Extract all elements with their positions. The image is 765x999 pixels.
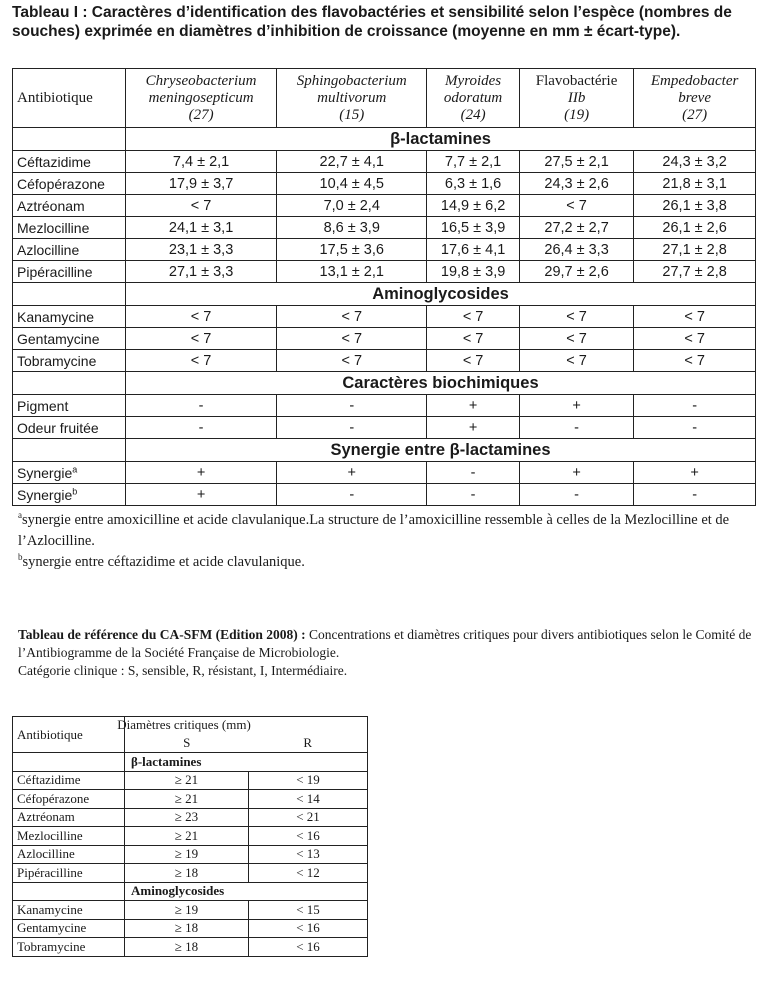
reference-antibiotic-name: Pipéracilline <box>13 864 125 883</box>
value-cell: 27,1 ± 2,8 <box>634 239 756 261</box>
antibiotic-name-text: Mezlocilline <box>17 219 90 236</box>
value-cell: 21,8 ± 3,1 <box>634 173 756 195</box>
species-5-count: (27) <box>682 106 708 123</box>
value-cell: 24,3 ± 2,6 <box>519 173 633 195</box>
value-cell: 26,1 ± 3,8 <box>634 195 756 217</box>
reference-r-value: < 14 <box>249 790 368 809</box>
value-cell: 8,6 ± 3,9 <box>277 217 427 239</box>
value-cell: < 7 <box>427 350 520 372</box>
value-cell: < 7 <box>519 306 633 328</box>
species-4-line2: IIb <box>567 89 586 106</box>
value-cell: < 7 <box>634 328 756 350</box>
antibiotic-name <box>13 217 126 239</box>
header-species-3 <box>427 69 520 128</box>
value-cell: 7,4 ± 2,1 <box>126 151 277 173</box>
value-cell: 27,5 ± 2,1 <box>519 151 633 173</box>
reference-section-row <box>13 882 368 901</box>
value-cell: - <box>519 417 633 439</box>
table-row <box>13 195 756 217</box>
reference-r-value: < 15 <box>249 901 368 920</box>
header-species-1 <box>126 69 277 128</box>
antibiotic-name <box>13 417 126 439</box>
header-species-5 <box>634 69 756 128</box>
antibiotic-name <box>13 484 126 506</box>
value-cell: < 7 <box>277 328 427 350</box>
reference-table-body <box>13 717 368 957</box>
footnote-b-mark: b <box>18 552 23 563</box>
value-cell: 24,1 ± 3,1 <box>126 217 277 239</box>
value-cell: 17,6 ± 4,1 <box>427 239 520 261</box>
reference-row <box>13 808 368 827</box>
value-cell: < 7 <box>634 350 756 372</box>
value-cell: < 7 <box>277 306 427 328</box>
value-cell: 26,1 ± 2,6 <box>634 217 756 239</box>
species-4-count: (19) <box>564 106 590 123</box>
footnote-a-mark: a <box>18 510 22 521</box>
species-2-line1: Sphingobacterium <box>296 72 407 89</box>
reference-s-value: ≥ 23 <box>125 808 249 827</box>
section-blank-cell <box>13 128 126 151</box>
species-1-line2: meningosepticum <box>148 89 254 106</box>
value-cell: 13,1 ± 2,1 <box>277 261 427 283</box>
header-species-4 <box>519 69 633 128</box>
reference-header-s: S <box>125 735 249 753</box>
antibiotic-name <box>13 173 126 195</box>
antibiotic-name-text: Céftazidime <box>17 153 91 170</box>
section-row <box>13 439 756 462</box>
value-cell: 26,4 ± 3,3 <box>519 239 633 261</box>
value-cell: 27,7 ± 2,8 <box>634 261 756 283</box>
species-1-count: (27) <box>188 106 214 123</box>
reference-r-value: < 16 <box>249 827 368 846</box>
value-cell: - <box>277 417 427 439</box>
value-cell: 22,7 ± 4,1 <box>277 151 427 173</box>
value-cell: - <box>277 484 427 506</box>
antibiotic-name <box>13 261 126 283</box>
value-cell: < 7 <box>427 306 520 328</box>
section-title: Synergie entre β-lactamines <box>126 439 756 462</box>
reference-s-value: ≥ 21 <box>125 771 249 790</box>
reference-s-value: ≥ 21 <box>125 790 249 809</box>
reference-antibiotic-name: Kanamycine <box>13 901 125 920</box>
species-4-line1: Flavobactérie <box>535 72 618 89</box>
value-cell: - <box>126 417 277 439</box>
footnote-b-text: synergie entre céftazidime et acide clavulanique. <box>22 554 305 570</box>
value-cell: 17,9 ± 3,7 <box>126 173 277 195</box>
table1-caption: Tableau I : Caractères d’identification des flavobactéries et sensibilité selon l’espèce (nombres de souches) exprimée en diamètres d’inhibition de croissance (moyenne en mm ± écart-type). <box>12 4 732 40</box>
value-cell: + <box>277 462 427 484</box>
value-cell: < 7 <box>634 306 756 328</box>
section-row <box>13 128 756 151</box>
reference-antibiotic-name: Céfopérazone <box>13 790 125 809</box>
reference-r-value: < 16 <box>249 919 368 938</box>
reference-header-antibiotique: Antibiotique <box>13 717 125 753</box>
antibiotic-name <box>13 350 126 372</box>
table-row <box>13 484 756 506</box>
reference-table <box>12 716 368 957</box>
value-cell: + <box>126 484 277 506</box>
table-row <box>13 173 756 195</box>
value-cell: - <box>634 484 756 506</box>
reference-row <box>13 845 368 864</box>
reference-row <box>13 901 368 920</box>
footnote-a <box>18 510 758 552</box>
reference-r-value: < 16 <box>249 938 368 957</box>
section-title: Caractères biochimiques <box>126 372 756 395</box>
table-row <box>13 217 756 239</box>
value-cell: < 7 <box>519 350 633 372</box>
header-species-2 <box>277 69 427 128</box>
section-row <box>13 283 756 306</box>
value-cell: < 7 <box>519 195 633 217</box>
antibiotic-name-text: Gentamycine <box>17 330 100 347</box>
section-title: β-lactamines <box>126 128 756 151</box>
value-cell: < 7 <box>277 350 427 372</box>
table-row <box>13 239 756 261</box>
identification-table-body <box>13 69 756 506</box>
reference-r-value: < 21 <box>249 808 368 827</box>
reference-row <box>13 827 368 846</box>
antibiotic-name-text: Céfopérazone <box>17 175 105 192</box>
reference-antibiotic-name: Tobramycine <box>13 938 125 957</box>
table-row <box>13 417 756 439</box>
reference-antibiotic-name: Gentamycine <box>13 919 125 938</box>
reference-s-value: ≥ 19 <box>125 901 249 920</box>
value-cell: 29,7 ± 2,6 <box>519 261 633 283</box>
section-blank-cell <box>13 372 126 395</box>
value-cell: - <box>277 395 427 417</box>
value-cell: + <box>519 395 633 417</box>
reference-row <box>13 864 368 883</box>
antibiotic-name-text: Kanamycine <box>17 308 95 325</box>
value-cell: 27,1 ± 3,3 <box>126 261 277 283</box>
value-cell: 16,5 ± 3,9 <box>427 217 520 239</box>
reference-caption-text: Concentrations et diamètres critiques pour divers antibiotiques selon le Comité de l’Antibiogramme de la Société Française de Microbiologie. <box>18 627 752 660</box>
section-blank-cell <box>13 439 126 462</box>
reference-antibiotic-name: Mezlocilline <box>13 827 125 846</box>
value-cell: - <box>634 395 756 417</box>
value-cell: + <box>634 462 756 484</box>
value-cell: 23,1 ± 3,3 <box>126 239 277 261</box>
value-cell: 6,3 ± 1,6 <box>427 173 520 195</box>
identification-table <box>12 68 756 506</box>
species-2-line2: multivorum <box>317 89 387 106</box>
table-row <box>13 462 756 484</box>
reference-s-value: ≥ 19 <box>125 845 249 864</box>
antibiotic-name-text: Odeur fruitée <box>17 419 99 436</box>
value-cell: + <box>427 417 520 439</box>
reference-section-blank <box>13 753 125 772</box>
species-3-line2: odoratum <box>443 89 503 106</box>
footnote-ref: b <box>72 485 78 496</box>
section-row <box>13 372 756 395</box>
reference-section-title: Aminoglycosides <box>125 882 368 901</box>
value-cell: < 7 <box>126 350 277 372</box>
antibiotic-name <box>13 195 126 217</box>
identification-table-header <box>13 69 756 128</box>
table-row <box>13 261 756 283</box>
antibiotic-name-text: Aztréonam <box>17 197 85 214</box>
reference-header-group <box>117 717 368 735</box>
value-cell: < 7 <box>126 328 277 350</box>
species-3-line1: Myroides <box>445 72 502 89</box>
species-5-line2: breve <box>678 89 711 106</box>
value-cell: 10,4 ± 4,5 <box>277 173 427 195</box>
value-cell: - <box>427 484 520 506</box>
table-row <box>13 395 756 417</box>
value-cell: 19,8 ± 3,9 <box>427 261 520 283</box>
value-cell: 17,5 ± 3,6 <box>277 239 427 261</box>
reference-header-group-label: Diamètres critiques (mm) <box>117 717 251 732</box>
value-cell: - <box>427 462 520 484</box>
value-cell: < 7 <box>427 328 520 350</box>
antibiotic-name <box>13 306 126 328</box>
value-cell: < 7 <box>126 306 277 328</box>
antibiotic-name-text: Azlocilline <box>17 241 80 258</box>
reference-r-value: < 13 <box>249 845 368 864</box>
antibiotic-name <box>13 395 126 417</box>
antibiotic-name <box>13 239 126 261</box>
table-row <box>13 306 756 328</box>
reference-header-row-1 <box>13 717 368 735</box>
reference-caption <box>18 626 758 680</box>
section-blank-cell <box>13 283 126 306</box>
reference-antibiotic-name: Aztréonam <box>13 808 125 827</box>
reference-section-blank <box>13 882 125 901</box>
value-cell: - <box>634 417 756 439</box>
reference-row <box>13 919 368 938</box>
value-cell: 24,3 ± 3,2 <box>634 151 756 173</box>
reference-s-value: ≥ 18 <box>125 919 249 938</box>
reference-section-row <box>13 753 368 772</box>
value-cell: 27,2 ± 2,7 <box>519 217 633 239</box>
value-cell: - <box>519 484 633 506</box>
footnote-b <box>18 552 758 573</box>
antibiotic-name <box>13 462 126 484</box>
reference-section-title: β-lactamines <box>125 753 368 772</box>
reference-caption-title: Tableau de référence du CA-SFM (Edition 2008) : <box>18 627 306 642</box>
reference-s-value: ≥ 21 <box>125 827 249 846</box>
reference-antibiotic-name: Céftazidime <box>13 771 125 790</box>
reference-caption-categories: Catégorie clinique : S, sensible, R, résistant, I, Intermédiaire. <box>18 663 348 678</box>
footnote-a-text: synergie entre amoxicilline et acide clavulanique.La structure de l’amoxicilline ressemble à celles de la Mezlocilline et de l’Azlocilline. <box>18 512 730 549</box>
antibiotic-name-text: Synergie <box>17 486 73 503</box>
value-cell: 14,9 ± 6,2 <box>427 195 520 217</box>
antibiotic-name-text: Pigment <box>17 397 69 414</box>
reference-row <box>13 938 368 957</box>
table-row <box>13 328 756 350</box>
species-2-count: (15) <box>339 106 365 123</box>
antibiotic-name-text: Pipéracilline <box>17 263 93 280</box>
value-cell: 7,7 ± 2,1 <box>427 151 520 173</box>
species-3-count: (24) <box>460 106 486 123</box>
value-cell: + <box>427 395 520 417</box>
value-cell: + <box>126 462 277 484</box>
species-1-line1: Chryseobacterium <box>145 72 257 89</box>
header-antibiotique: Antibiotique <box>13 69 126 128</box>
reference-s-value: ≥ 18 <box>125 864 249 883</box>
reference-r-value: < 19 <box>249 771 368 790</box>
reference-r-value: < 12 <box>249 864 368 883</box>
reference-s-value: ≥ 18 <box>125 938 249 957</box>
section-title: Aminoglycosides <box>126 283 756 306</box>
value-cell: 7,0 ± 2,4 <box>277 195 427 217</box>
reference-antibiotic-name: Azlocilline <box>13 845 125 864</box>
antibiotic-name <box>13 328 126 350</box>
value-cell: < 7 <box>519 328 633 350</box>
table-row <box>13 350 756 372</box>
footnotes <box>18 510 758 573</box>
value-cell: - <box>126 395 277 417</box>
reference-row <box>13 790 368 809</box>
value-cell: + <box>519 462 633 484</box>
table-row <box>13 151 756 173</box>
species-5-line1: Empedobacter <box>650 72 739 89</box>
footnote-ref: a <box>72 463 78 474</box>
reference-row <box>13 771 368 790</box>
antibiotic-name-text: Tobramycine <box>17 352 97 369</box>
reference-header-r: R <box>249 735 368 753</box>
antibiotic-name-text: Synergie <box>17 464 73 481</box>
antibiotic-name <box>13 151 126 173</box>
value-cell: < 7 <box>126 195 277 217</box>
